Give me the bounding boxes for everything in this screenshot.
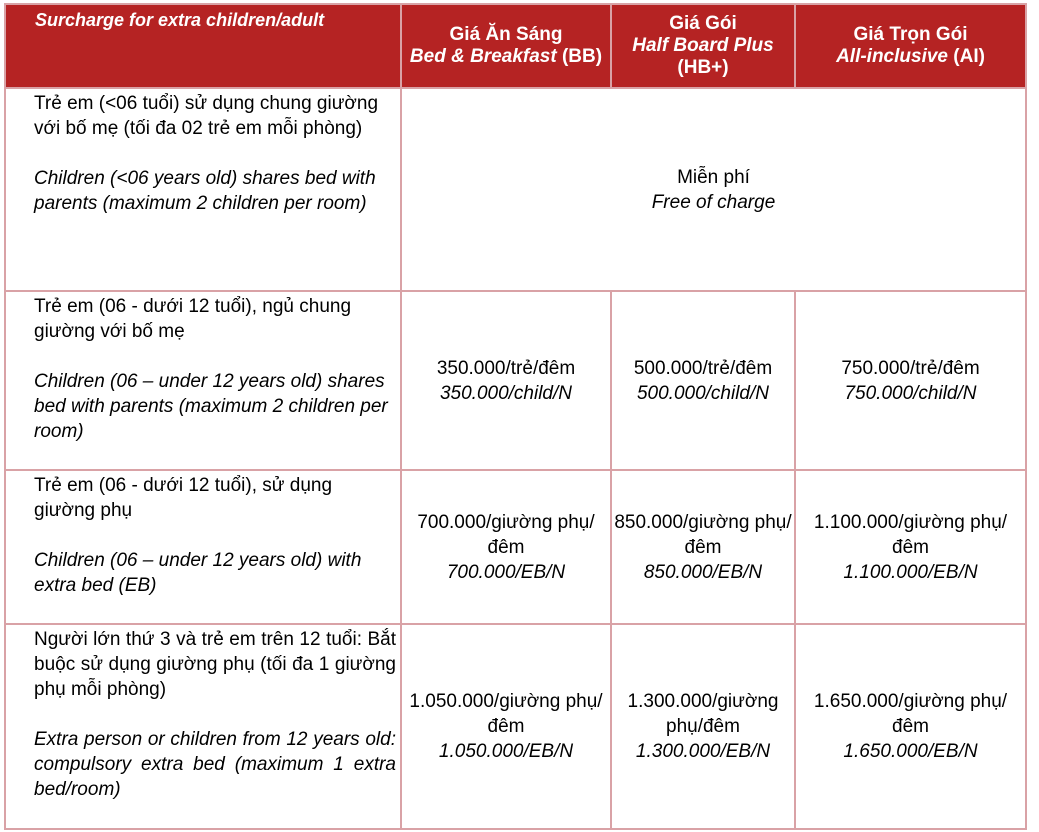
- column-header-vi: Giá Ăn Sáng: [449, 24, 563, 45]
- row-description: [5, 470, 401, 624]
- column-header-en: All-inclusive: [836, 46, 948, 67]
- price-en: 1.050.000/EB/N: [438, 741, 574, 762]
- price-cell-hb: [611, 470, 795, 624]
- description-en: Children (06 – under 12 years old) with extra bed (EB): [34, 550, 362, 596]
- price-en: 700.000/EB/N: [446, 561, 566, 583]
- row-description: [5, 624, 401, 829]
- price-vi: 1.100.000/giường phụ/đêm: [813, 511, 1008, 558]
- price-vi: 700.000/giường phụ/đêm: [417, 511, 595, 558]
- column-header-bb: [401, 4, 611, 88]
- price-cell-bb: [401, 291, 611, 470]
- column-header-vi: Giá Trọn Gói: [853, 24, 968, 45]
- column-header-en: Half Board Plus: [632, 35, 774, 56]
- description-vi: Trẻ em (06 - dưới 12 tuổi), sử dụng giường phụ: [34, 475, 333, 521]
- table-row: [5, 291, 1026, 470]
- description-en: Extra person or children from 12 years old: compulsory extra bed (maximum 1 extra bed/room): [34, 729, 396, 800]
- description-en: Children (<06 years old) shares bed with parents (maximum 2 children per room): [34, 168, 376, 214]
- description-vi: Trẻ em (<06 tuổi) sử dụng chung giường với bố mẹ (tối đa 02 trẻ em mỗi phòng): [34, 93, 379, 139]
- price-en: 750.000/child/N: [844, 382, 977, 404]
- description-vi: Trẻ em (06 - dưới 12 tuổi), ngủ chung giường với bố mẹ: [34, 296, 352, 342]
- column-header-vi: Giá Gói: [669, 13, 737, 34]
- price-vi: 850.000/giường phụ/đêm: [614, 511, 792, 558]
- table-row: [5, 88, 1026, 291]
- price-en: 350.000/child/N: [439, 382, 573, 404]
- price-cell-hb: [611, 291, 795, 470]
- description-en: Children (06 – under 12 years old) shares bed with parents (maximum 2 children per room): [34, 371, 388, 442]
- price-vi: 1.650.000/giường phụ/đêm: [813, 691, 1008, 737]
- price-en: 850.000/EB/N: [643, 561, 763, 583]
- column-header-code: (HB+): [677, 57, 729, 78]
- surcharge-table: [4, 3, 1027, 830]
- price-vi: 750.000/trẻ/đêm: [841, 357, 980, 379]
- price-vi: 1.050.000/giường phụ/đêm: [409, 691, 603, 737]
- price-vi: 500.000/trẻ/đêm: [633, 357, 773, 379]
- price-en: 1.650.000/EB/N: [843, 741, 978, 762]
- column-header-code: (BB): [561, 46, 603, 67]
- price-vi: 1.300.000/giường phụ/đêm: [627, 691, 779, 737]
- price-cell-ai: [795, 624, 1026, 829]
- price-en: 1.300.000/EB/N: [635, 741, 771, 762]
- row-description: [5, 291, 401, 470]
- table-row: [5, 470, 1026, 624]
- price-cell-ai: [795, 291, 1026, 470]
- price-vi: 350.000/trẻ/đêm: [436, 357, 576, 379]
- price-cell-bb: [401, 470, 611, 624]
- price-en: 500.000/child/N: [636, 382, 770, 404]
- description-vi: Người lớn thứ 3 và trẻ em trên 12 tuổi: Bắt buộc sử dụng giường phụ (tối đa 1 giường phụ mỗi phòng): [34, 629, 396, 700]
- column-header-en: Bed & Breakfast: [409, 46, 557, 67]
- table-row: [5, 624, 1026, 829]
- price-en: 1.100.000/EB/N: [843, 561, 978, 583]
- row-description: [5, 88, 401, 291]
- column-header-code: (AI): [953, 46, 985, 67]
- table-title: Surcharge for extra children/adult: [5, 4, 401, 88]
- price-cell-bb: [401, 624, 611, 829]
- price-cell-hb: [611, 624, 795, 829]
- header-row: [5, 4, 1026, 88]
- price-cell-ai: [795, 470, 1026, 624]
- free-vi: Miễn phí: [677, 166, 750, 188]
- column-header-ai: [795, 4, 1026, 88]
- free-en: Free of charge: [651, 191, 776, 213]
- free-of-charge-cell: [401, 88, 1026, 291]
- column-header-hb: [611, 4, 795, 88]
